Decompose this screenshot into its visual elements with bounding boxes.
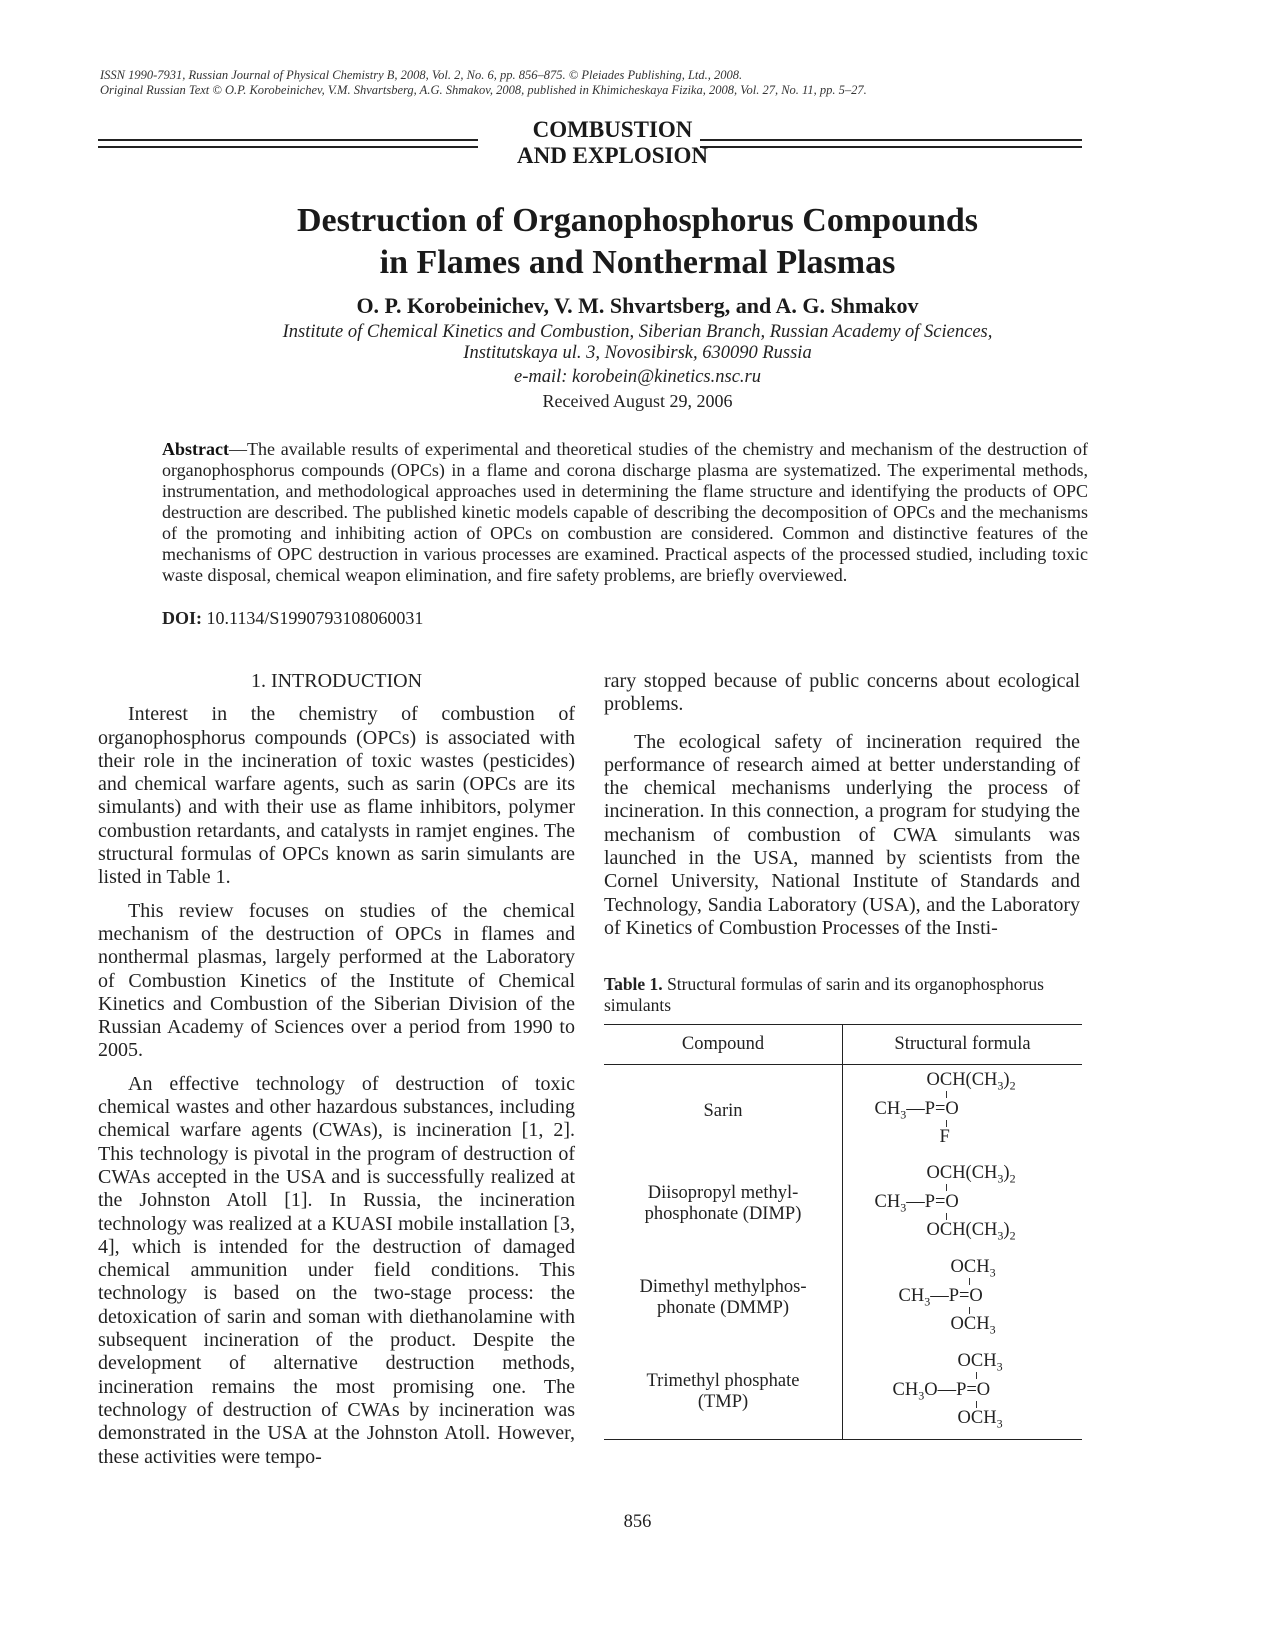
compound-name: Dimethyl methylphos-phonate (DMMP)	[639, 1277, 807, 1318]
table-caption-text: Structural formulas of sarin and its organophosphorus simulants	[604, 974, 1044, 1015]
abstract-label: Abstract	[162, 439, 229, 459]
table-header-row	[604, 1025, 1082, 1065]
section-label-line2: AND EXPLOSION	[516, 143, 709, 168]
left-column	[98, 670, 575, 1479]
received-date: Received August 29, 2006	[542, 391, 733, 411]
doi-value: 10.1134/S1990793108060031	[206, 608, 424, 628]
intro-paragraph-2: This review focuses on studies of the chemical mechanism of the destruction of OPCs in flames and nonthermal plasmas, largely performed at the Laboratory of Combustion Kinetics of the Institute of Chemical Kinetics and Combustion of the Siberian Division of the Russian Academy of Sciences over a period from 1990 to 2005.	[98, 899, 575, 1062]
structural-formula	[863, 1347, 1063, 1437]
formula-top: $OCH(CH_3)_2$	[926, 1070, 1016, 1093]
author-email: e-mail: korobein@kinetics.nsc.ru	[513, 367, 761, 387]
compound-name: Diisopropyl methyl-phosphonate (DIMP)	[644, 1183, 802, 1224]
introduction-heading: 1. INTRODUCTION	[250, 670, 423, 692]
journal-citation: ISSN 1990-7931, Russian Journal of Physical Chemistry B, 2008, Vol. 2, No. 6, pp. 856–875. © Pleiades Publishing, Ltd., 2008.	[100, 68, 743, 82]
table-1	[604, 1024, 1082, 1440]
compound-name: Trimethyl phosphate (TMP)	[646, 1371, 800, 1412]
original-text-citation: Original Russian Text © O.P. Korobeinichev, V.M. Shvartsberg, A.G. Shmakov, 2008, published in Khimicheskaya Fizika, 2008, Vol. 27, No. 11, pp. 5–27.	[100, 83, 867, 97]
right-rule-top	[700, 139, 1082, 141]
left-rule-top	[98, 139, 478, 141]
doi-label: DOI:	[162, 608, 202, 628]
formula-top: $OCH_3$	[950, 1257, 996, 1280]
abstract-text: —The available results of experimental and theoretical studies of the chemistry and mechanism of the destruction of organophosphorus compounds (OPCs) in a flame and corona discharge plasma are systematized. The experimental methods, instrumentation, and methodological approaches used in determining the flame structure and identifying the products of OPC destruction are described. The published kinetic models capable of describing the decomposition of OPCs and the mechanisms of the promoting and inhibiting action of OPCs on combustion are considered. Common and distinctive features of the mechanisms of OPC destruction in various processes are examined. Practical aspects of the processed studied, including toxic waste disposal, chemical weapon elimination, and fire safety problems, are briefly overviewed.	[162, 439, 1088, 585]
table-row	[604, 1157, 1082, 1251]
article-title-line2: in Flames and Nonthermal Plasmas	[379, 244, 896, 281]
doi	[162, 608, 862, 629]
formula-left: $CH_3—P=O$	[898, 1286, 983, 1309]
right-column	[604, 670, 1080, 950]
table-caption	[604, 974, 1082, 1016]
intro-paragraph-5: The ecological safety of incineration required the performance of research aimed at better understanding of the chemical mechanisms underlying the process of incineration. In this connection, a program for studying the mechanism of combustion of CWA simulants was launched in the USA, manned by scientists from the Cornel University, National Institute of Standards and Technology, Sandia Laboratory (USA), and the Laboratory of Kinetics of Combustion Processes of the Insti-	[604, 730, 1080, 939]
formula-bottom: F	[939, 1127, 950, 1147]
formula-bottom: $OCH(CH_3)_2$	[926, 1220, 1016, 1243]
formula-top: $OCH_3$	[957, 1351, 1003, 1374]
table-row	[604, 1065, 1082, 1158]
abstract	[162, 439, 1088, 586]
intro-paragraph-4: rary stopped because of public concerns about ecological problems.	[604, 670, 1080, 716]
formula-left: $CH_3—P=O$	[874, 1099, 959, 1122]
formula-left: $CH_3—P=O$	[874, 1192, 959, 1215]
table-header-compound: Compound	[604, 1025, 843, 1065]
affiliation-line2: Institutskaya ul. 3, Novosibirsk, 630090 Russia	[463, 343, 812, 363]
page-number: 856	[623, 1512, 652, 1532]
formula-left: $CH_3O—P=O$	[892, 1380, 991, 1403]
authors: O. P. Korobeinichev, V. M. Shvartsberg, and A. G. Shmakov	[356, 293, 919, 318]
compound-name: Sarin	[703, 1100, 743, 1121]
right-rule-bottom	[700, 146, 1082, 148]
formula-bottom: $OCH_3$	[950, 1314, 996, 1337]
table-row	[604, 1345, 1082, 1439]
structural-formula	[863, 1159, 1063, 1249]
formula-top: $OCH(CH_3)_2$	[926, 1163, 1016, 1186]
table-header-formula: Structural formula	[843, 1025, 1083, 1065]
structural-formula	[863, 1253, 1063, 1343]
intro-paragraph-3: An effective technology of destruction of toxic chemical wastes and other hazardous substances, including chemical warfare agents (CWAs), is incineration [1, 2]. This technology is pivotal in the program of destruction of CWAs accepted in the USA and is successfully realized at the Johnston Atoll [1]. In Russia, the incineration technology was realized at a KUASI mobile installation [3, 4], which is intended for the destruction of damaged chemical ammunition under field conditions. This technology is based on the two-stage process: the detoxication of sarin and soman with diethanolamine with subsequent incineration of the product. Despite the development of alternative destruction methods, incineration remains the most promising one. The technology of destruction of CWAs by incineration was demonstrated in the USA at the Johnston Atoll. However, these activities were tempo-	[98, 1072, 575, 1468]
formula-bottom: $OCH_3$	[957, 1408, 1003, 1431]
structural-formula	[863, 1066, 1063, 1156]
affiliation-line1: Institute of Chemical Kinetics and Combustion, Siberian Branch, Russian Academy of Sciences,	[282, 322, 993, 342]
article-title-line1: Destruction of Organophosphorus Compounds	[296, 202, 979, 239]
section-label-line1: COMBUSTION	[532, 117, 693, 142]
intro-paragraph-1: Interest in the chemistry of combustion of organophosphorus compounds (OPCs) is associated with their role in the incineration of toxic wastes (pesticides) and chemical warfare agents, such as sarin (OPCs are its simulants) and with their use as flame inhibitors, polymer combustion retardants, and catalysts in ramjet engines. The structural formulas of OPCs known as sarin simulants are listed in Table 1.	[98, 703, 575, 889]
left-rule-bottom	[98, 146, 478, 148]
table-row	[604, 1251, 1082, 1345]
table-caption-label: Table 1.	[604, 974, 663, 994]
